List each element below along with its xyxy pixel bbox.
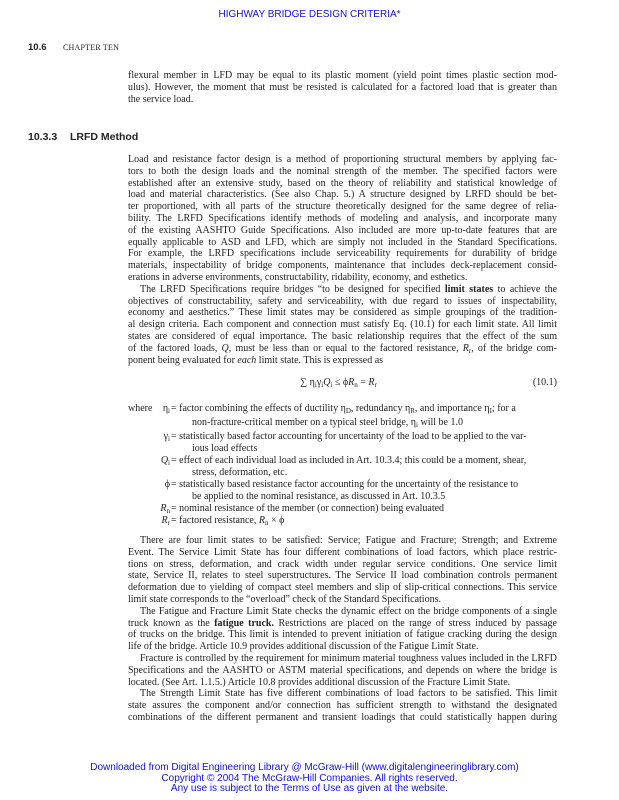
- text-line: tors to both the design loads and the nominal strength of the member. The specified factors were: [128, 165, 557, 177]
- text-segment: ; for a: [491, 403, 516, 414]
- text-segment: = nominal resistance of the member (or connection) being evaluated: [171, 503, 445, 514]
- where-label: where: [128, 403, 153, 414]
- text-line: combinations of the different permanent and transient loadings that could statistically happen during: [128, 711, 557, 723]
- paragraph-lrfd: [128, 154, 557, 366]
- text-line: Event. The Service Limit State has four different combinations of load factors, which place restric-: [128, 546, 557, 558]
- definition-text: [171, 403, 557, 417]
- text-line: Load and resistance factor design is a method of proportioning structural members by applying fac-: [128, 154, 557, 165]
- text-line: [128, 343, 557, 355]
- subscript: i: [168, 459, 170, 467]
- text-segment: truck known as the: [128, 617, 215, 629]
- text-segment: γ: [163, 431, 169, 442]
- italic-text: R: [462, 342, 469, 354]
- text-line: load and material characteristics. (See also Chap. 5.) A structure designed by LRFD should be bet-: [128, 189, 557, 201]
- text-line: Specifications and the AASHTO or ASTM material specifications, and depends on where the bridge is: [128, 664, 557, 676]
- definition-symbol: [128, 515, 170, 529]
- text-line: [128, 355, 557, 367]
- text-line: deformation due to yielding of compact steel members and slip of slip-critical connections. This service: [128, 582, 557, 594]
- subscript: i: [416, 421, 418, 429]
- definition-item: [128, 455, 557, 479]
- text-line: For example, the LRFD specifications include serviceability requirements for durability of bridge: [128, 248, 557, 260]
- definition-item: [128, 479, 557, 503]
- text-line: ter proportioned, with all parts of the structure theoretically designed for the same degree of relia-: [128, 201, 557, 213]
- footer-terms[interactable]: Any use is subject to the Terms of Use as given at the website.: [170, 783, 449, 794]
- text-segment: Restrictions are placed on the range of stress induced by passage: [273, 617, 557, 629]
- text-line: The Fatigue and Fracture Limit State checks the dynamic effect on the bridge components of a single: [140, 605, 557, 617]
- subscript: r: [167, 519, 170, 527]
- section-heading: [28, 131, 139, 143]
- text-line: materials, inspectability of bridge components, maintenance that includes deck-replacement consid-: [128, 260, 557, 272]
- text-segment: × ϕ: [268, 515, 285, 526]
- text-segment: = statistically based factor accounting for uncertainty of the load to be applied to the var-: [171, 431, 527, 442]
- section-title: LRFD Method: [70, 131, 139, 143]
- subscript: n: [354, 381, 358, 389]
- section-number: 10.3.3: [28, 131, 58, 143]
- footer-copyright: Copyright © 2004 The McGraw-Hill Companies. All rights reserved.: [161, 772, 458, 784]
- text-segment: ϕ: [164, 479, 170, 490]
- definition-text: [192, 417, 557, 431]
- italic-text: each: [237, 354, 257, 366]
- text-segment: =: [357, 377, 369, 388]
- text-segment: γ: [316, 377, 322, 388]
- italic-text: Q: [160, 455, 169, 466]
- page-number: 10.6: [28, 42, 47, 53]
- text-segment: = factor combining the effects of ductility η: [171, 403, 346, 414]
- text-line: states are considered of equal importance. The basic relationship requires that the effect of the sum: [128, 330, 557, 342]
- italic-text: Q: [221, 342, 229, 354]
- definition-symbol: [128, 403, 170, 417]
- subscript: i: [168, 407, 170, 415]
- paragraph-intro: [128, 70, 557, 105]
- chapter-label: CHAPTER TEN: [63, 43, 120, 52]
- text-line: objectives of constructability, safety and serviceability, with due regard to issues of inspectability,: [128, 295, 557, 307]
- bold-text: fatigue truck.: [214, 617, 274, 629]
- text-line: located. (See Art. 1.1.5.) Article 10.8 provides additional discussion of the Fracture Limit State.: [128, 676, 511, 688]
- text-segment: ≤ ϕ: [332, 377, 349, 388]
- text-segment: ponent being evaluated for: [128, 354, 238, 366]
- text-segment: of the factored loads,: [128, 342, 222, 354]
- text-line: bility. The LRFD Specifications identify methods of modeling and analysis, and incorporate many: [128, 212, 557, 224]
- subscript: r: [374, 381, 377, 389]
- text-segment: = factored resistance,: [171, 515, 259, 526]
- text-segment: limit state. This is expressed as: [256, 354, 384, 366]
- equation-number: (10.1): [532, 377, 557, 388]
- text-segment: The LRFD Specifications require bridges “to be designed for specified: [140, 283, 445, 295]
- text-segment: , must be less than or equal to the factored resistance,: [228, 342, 463, 354]
- text-segment: ious load effects: [192, 443, 258, 454]
- running-header-title: HIGHWAY BRIDGE DESIGN CRITERIA*: [218, 9, 401, 20]
- subscript: n: [166, 507, 170, 515]
- text-segment: , redundancy η: [350, 403, 411, 414]
- subscript: i: [314, 381, 317, 389]
- subscript: D: [345, 407, 351, 415]
- definition-text: [171, 455, 557, 467]
- text-segment: be applied to the nominal resistance, as discussed in Art. 10.3.5: [192, 491, 446, 502]
- text-line: [128, 618, 557, 630]
- subscript: R: [410, 407, 415, 415]
- definition-item: [128, 503, 557, 515]
- definition-item: [128, 431, 557, 455]
- italic-text: R: [258, 515, 265, 526]
- definition-text: [171, 431, 557, 443]
- italic-text: Q: [323, 377, 331, 388]
- bold-text: limit states: [444, 283, 494, 295]
- definition-text: [192, 467, 557, 479]
- download-footer: [0, 763, 619, 795]
- text-line: state assures the component and/or connection has sufficient strength to withstand the designated: [128, 700, 557, 712]
- equation-formula: [300, 377, 377, 389]
- definition-item: [128, 403, 557, 431]
- text-line: Fracture is controlled by the requirement for minimum material toughness values included in the LRFD: [140, 652, 557, 664]
- subscript: i: [330, 381, 333, 389]
- text-line: state, Service II, relates to steel superstructures. The Service II load combination controls permanent: [128, 570, 557, 582]
- text-line: There are four limit states to be satisfied: Service; Fatigue and Fracture; Strength; and Extreme: [140, 535, 557, 546]
- text-line: al design criteria. Each component and connection must satisfy Eq. (10.1) for each limit state. All limit: [128, 319, 557, 331]
- footer-download-link[interactable]: Downloaded from Digital Engineering Library @ McGraw-Hill (www.digitalengineeringlibrary.com): [90, 762, 519, 773]
- text-line: erations in adverse environments, constructability, ridability, economy, and esthetics.: [128, 271, 468, 283]
- text-line: tions on stress, deformation, and crack width under regular service conditions. One service limit: [128, 558, 557, 570]
- subscript: n: [264, 519, 269, 527]
- subscript: i: [168, 435, 170, 443]
- definition-text: [192, 443, 557, 455]
- subscript: I: [489, 407, 492, 415]
- italic-text: R: [160, 503, 167, 514]
- text-segment: will be 1.0: [417, 417, 463, 428]
- equation-10-1: [128, 377, 557, 389]
- text-segment: ∑ η: [300, 377, 315, 388]
- definition-text: [171, 503, 557, 515]
- text-line: [128, 284, 557, 296]
- subscript: r: [468, 346, 472, 355]
- definition-symbol: [128, 431, 170, 445]
- text-line: The Strength Limit State has five different combinations of load factors to be satisfied. This limit: [140, 688, 557, 700]
- definition-text: [192, 491, 557, 503]
- definition-text: [171, 479, 557, 491]
- text-segment: , of the bridge com-: [471, 342, 557, 354]
- text-segment: to achieve the: [493, 283, 557, 295]
- paragraph-limit-states: [128, 535, 557, 724]
- text-segment: stress, deformation, etc.: [192, 467, 288, 478]
- text-line: equally applicable to ASD and LFD, which are simply not included in the Standard Specifications.: [128, 236, 557, 248]
- text-segment: , and importance η: [414, 403, 490, 414]
- text-line: the service load.: [128, 93, 194, 105]
- italic-text: R: [161, 515, 168, 526]
- where-definitions: [128, 403, 557, 529]
- text-segment: = effect of each individual load as included in Art. 10.3.4; this could be a moment, shear,: [171, 455, 527, 466]
- text-line: limit state corresponds to the “overload” check of the Standard Specifications.: [128, 593, 441, 605]
- definition-text: [171, 515, 557, 529]
- text-line: of the existing AASHTO Guide Specifications. Also included are more up-to-date features that are: [128, 224, 557, 236]
- italic-text: R: [368, 377, 375, 388]
- definition-symbol: [128, 455, 170, 469]
- text-line: of trucks on the bridge. This limit is intended to prevent initiation of fatigue cracking during the design: [128, 629, 557, 641]
- text-segment: non-fracture-critical member on a typical steel bridge, η: [192, 417, 417, 428]
- text-line: established after an extensive study, based on the theory of reliability and statistical knowledge of: [128, 177, 557, 189]
- definition-item: [128, 515, 557, 529]
- text-line: economy and aesthetics.” These limit states may be considered as simple groupings of the tradition-: [128, 307, 557, 319]
- text-line: flexural member in LFD may be equal to its plastic moment (yield point times plastic section mod-: [128, 70, 557, 81]
- definition-symbol: [128, 479, 170, 491]
- text-line: ulus). However, the moment that must be resisted is calculated for a factored load that is greater than: [128, 81, 557, 93]
- text-segment: = statistically based resistance factor accounting for the uncertainty of the resistance to: [171, 479, 519, 490]
- text-segment: η: [162, 403, 169, 414]
- text-line: life of the bridge. Article 10.9 provides additional discussion of the Fatigue Limit State.: [128, 641, 479, 653]
- subscript: i: [321, 381, 324, 389]
- italic-text: R: [348, 377, 355, 388]
